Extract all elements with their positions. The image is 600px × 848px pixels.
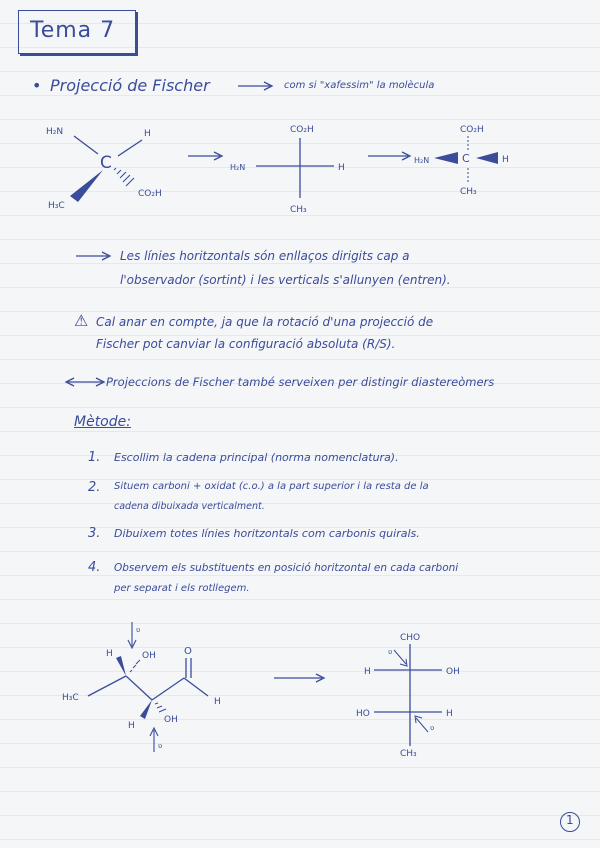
wedge1-left-wedge: [434, 152, 458, 164]
carboxyl-label: CO₂H: [138, 189, 162, 199]
molecule-2-diagram: [60, 616, 260, 756]
fischer1-right: H: [338, 163, 345, 173]
step-3-text: Dibuixem totes línies horitzontals com carbonis quirals.: [114, 527, 420, 540]
eye-top: ʋ: [136, 626, 141, 634]
arrow-1: [186, 150, 226, 162]
wedge1-right: H: [502, 155, 509, 165]
step-4-text-line-2: per separat i els rotllegem.: [114, 583, 250, 594]
heading-note: com si "xafessim" la molècula: [284, 80, 435, 91]
molecule-3d-diagram: [40, 118, 190, 218]
fischer2-r2-left: HO: [356, 709, 370, 719]
step-2-number: 2.: [88, 480, 101, 495]
step-2-text-line-2: cadena dibuixada verticalment.: [114, 501, 265, 512]
step-4-number: 4.: [88, 560, 101, 575]
mol2-h-aldehyde: H: [214, 697, 221, 707]
page-title: Tema 7: [30, 18, 116, 43]
fischer-projection-2: [346, 628, 466, 760]
step-1-text: Escollim la cadena principal (norma nomenclatura).: [114, 451, 399, 464]
wedge1-right-wedge: [476, 152, 498, 164]
h-label: H: [144, 129, 151, 139]
fischer-projection-1: [228, 120, 368, 218]
wedge-projection-1: [412, 120, 522, 200]
heading-arrow: [236, 80, 276, 92]
mol2-h-top: H: [106, 649, 113, 659]
carbon-label: C: [100, 153, 112, 173]
mol2-oxygen: O: [184, 646, 192, 657]
wedge-bond-bottom: [140, 700, 152, 719]
fischer2-bottom: CH₃: [400, 749, 417, 759]
amino-label: H₂N: [46, 127, 64, 137]
eye-bottom: ʋ: [158, 742, 163, 750]
fischer2-top: CHO: [400, 633, 421, 643]
wedge-bond: [70, 170, 103, 202]
double-arrow: [64, 376, 106, 388]
arrow-2: [366, 150, 414, 162]
step-1-number: 1.: [88, 450, 101, 465]
fischer2-eye-top: ʋ: [388, 648, 393, 656]
note-line-1: Les línies horitzontals són enllaços dirigits cap a: [120, 249, 410, 263]
methyl-label: H₃C: [48, 201, 65, 211]
hash-bond-top: [130, 660, 140, 672]
wedge1-left: H₂N: [414, 156, 430, 165]
fischer1-top: CO₂H: [290, 125, 314, 135]
diastereomer-note: Projeccions de Fischer també serveixen per distingir diastereòmers: [106, 375, 495, 389]
bullet: •: [32, 76, 42, 95]
note-arrow: [74, 250, 114, 262]
fischer1-left: H₂N: [230, 163, 246, 172]
mol2-oh-bottom: OH: [164, 715, 178, 725]
mol2-methyl: H₃C: [62, 693, 79, 703]
warning-icon: ⚠: [74, 311, 89, 330]
fischer1-bottom: CH₃: [290, 205, 307, 215]
fischer2-eye-bottom: ʋ: [430, 724, 435, 732]
wedge1-top: CO₂H: [460, 125, 484, 135]
method-heading: Mètode:: [74, 414, 131, 430]
section-heading: Projecció de Fischer: [50, 76, 210, 95]
hash-bond-bottom: [155, 703, 166, 712]
step-4-text-line-1: Observem els substituents en posició horitzontal en cada carboni: [114, 562, 459, 574]
wedge-bond-top: [116, 656, 126, 676]
mol2-oh-top: OH: [142, 651, 156, 661]
fischer2-r1-left: H: [364, 667, 371, 677]
arrow-3: [272, 672, 328, 684]
wedge1-center: C: [462, 152, 470, 165]
mol2-h-bottom: H: [128, 721, 135, 731]
fischer2-r1-right: OH: [446, 667, 460, 677]
warning-line-2: Fischer pot canviar la configuració absoluta (R/S).: [96, 337, 396, 351]
step-3-number: 3.: [88, 526, 101, 541]
warning-line-1: Cal anar en compte, ja que la rotació d'una projecció de: [96, 315, 434, 329]
page-number: 1: [566, 813, 574, 827]
fischer2-r2-right: H: [446, 709, 453, 719]
hash-bond: [114, 168, 134, 186]
step-2-text-line-1: Situem carboni + oxidat (c.o.) a la part superior i la resta de la: [114, 481, 429, 492]
note-line-2: l'observador (sortint) i les verticals s'allunyen (entren).: [120, 273, 451, 287]
wedge1-bottom: CH₃: [460, 187, 477, 197]
